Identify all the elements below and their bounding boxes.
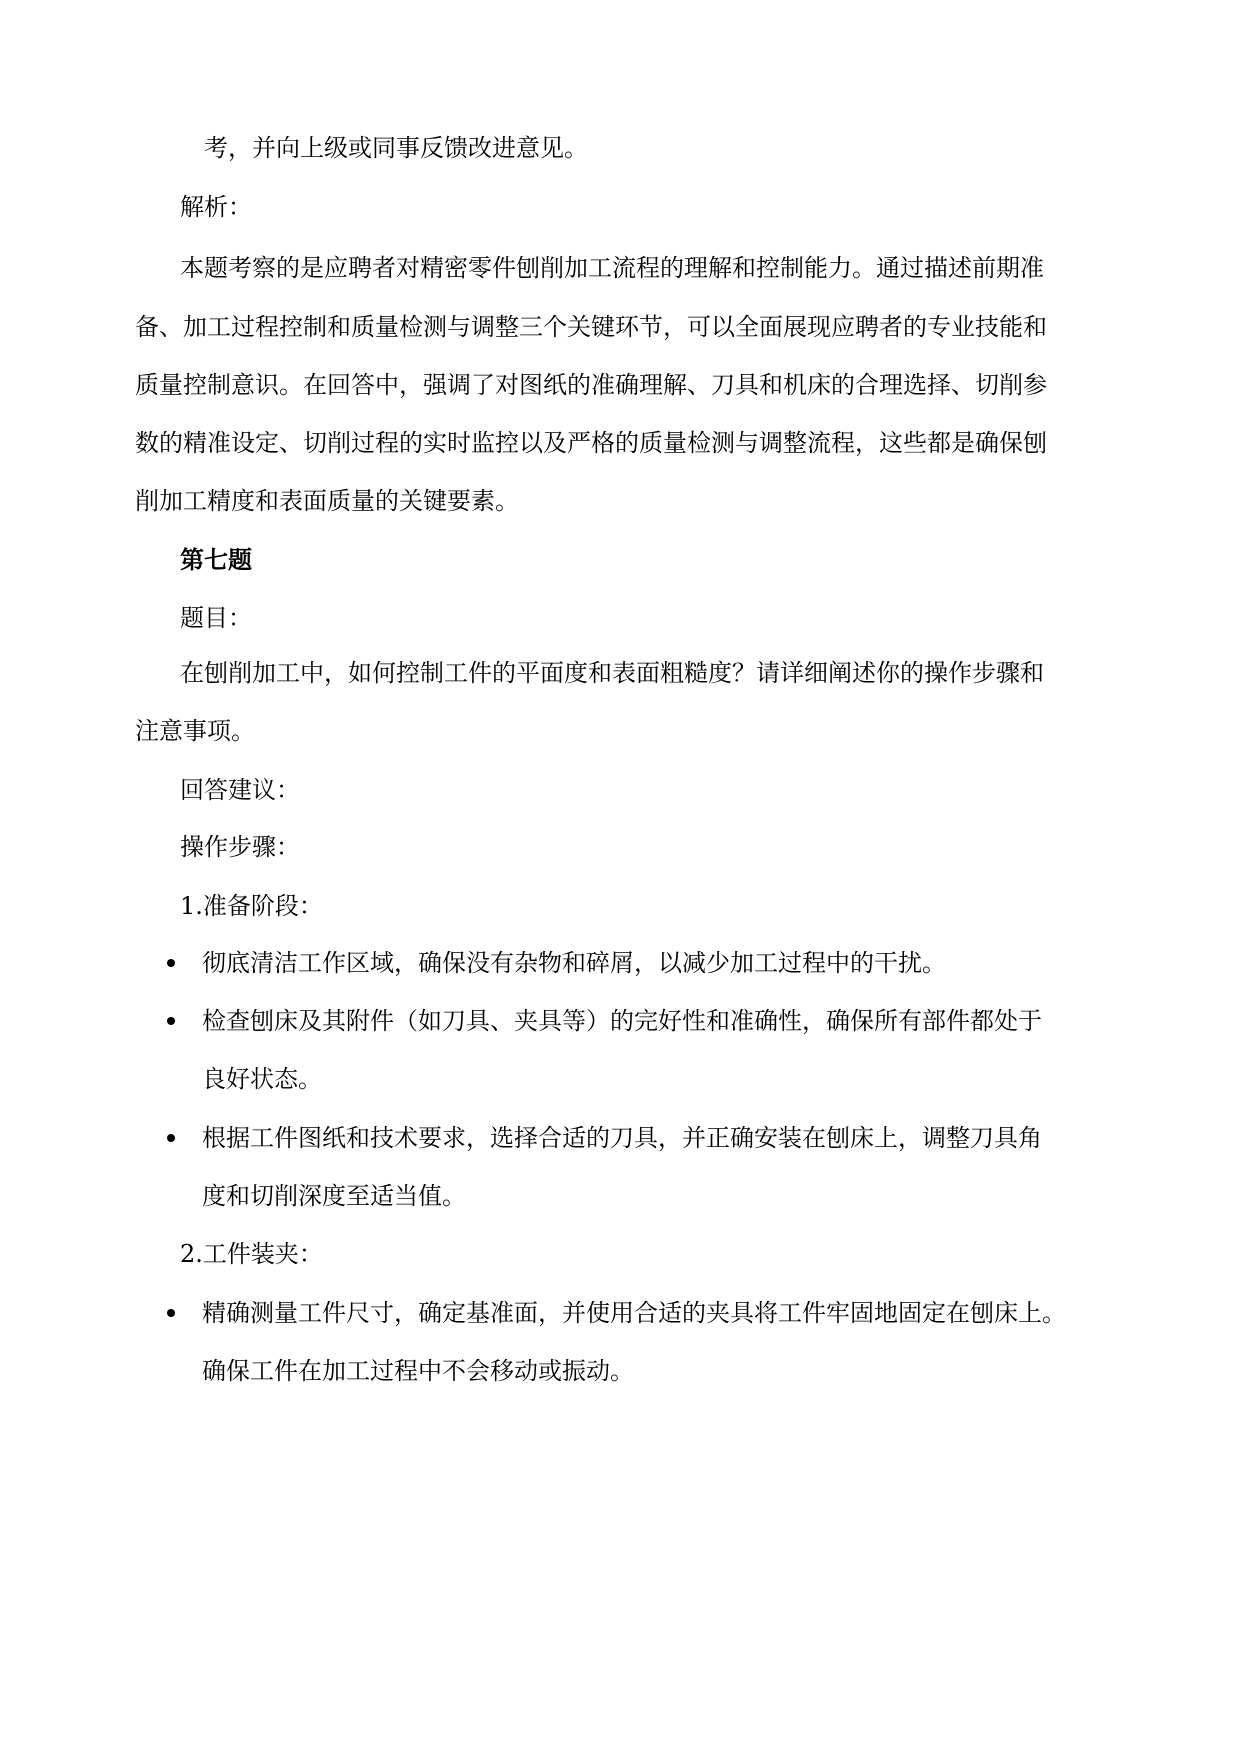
analysis-heading: 解析： (180, 193, 252, 221)
analysis-para-line-4: 数的精准设定、切削过程的实时监控以及严格的质量检测与调整流程，这些都是确保刨 (135, 429, 1047, 457)
analysis-para-line-2: 备、加工过程控制和质量检测与调整三个关键环节，可以全面展现应聘者的专业技能和 (135, 313, 1047, 341)
analysis-para-line-1: 本题考察的是应聘者对精密零件刨削加工流程的理解和控制能力。通过描述前期准 (180, 254, 1044, 282)
bullet-2-line-1: 检查刨床及其附件（如刀具、夹具等）的完好性和准确性，确保所有部件都处于 (202, 1007, 1042, 1035)
bullet-dot (167, 1017, 175, 1025)
bullet-4-line-1: 精确测量工件尺寸，确定基准面，并使用合适的夹具将工件牢固地固定在刨床上。 (202, 1299, 1066, 1327)
bullet-3-line-1: 根据工件图纸和技术要求，选择合适的刀具，并正确安装在刨床上，调整刀具角 (202, 1124, 1042, 1152)
operation-steps-heading: 操作步骤： (180, 833, 300, 861)
question-line-1: 在刨削加工中，如何控制工件的平面度和表面粗糙度？请详细阐述你的操作步骤和 (180, 659, 1044, 687)
step-two-heading: 2.工件装夹： (180, 1240, 323, 1268)
analysis-para-line-3: 质量控制意识。在回答中，强调了对图纸的准确理解、刀具和机床的合理选择、切削参 (135, 371, 1047, 399)
bullet-dot (167, 959, 175, 967)
question-heading: 题目： (180, 604, 252, 632)
question-seven-title: 第七题 (180, 545, 252, 574)
bullet-dot (167, 1309, 175, 1317)
continued-answer-line: 考，并向上级或同事反馈改进意见。 (204, 134, 588, 162)
bullet-dot (167, 1134, 175, 1142)
question-line-2: 注意事项。 (135, 717, 255, 745)
bullet-2-line-2: 良好状态。 (202, 1065, 322, 1093)
bullet-4-line-2: 确保工件在加工过程中不会移动或振动。 (202, 1357, 634, 1385)
bullet-1-line-1: 彻底清洁工作区域，确保没有杂物和碎屑，以减少加工过程中的干扰。 (202, 949, 946, 977)
analysis-para-line-5: 削加工精度和表面质量的关键要素。 (135, 487, 519, 515)
step-one-heading: 1.准备阶段： (180, 892, 323, 920)
answer-suggestion-heading: 回答建议： (180, 776, 300, 804)
bullet-3-line-2: 度和切削深度至适当值。 (202, 1182, 466, 1210)
